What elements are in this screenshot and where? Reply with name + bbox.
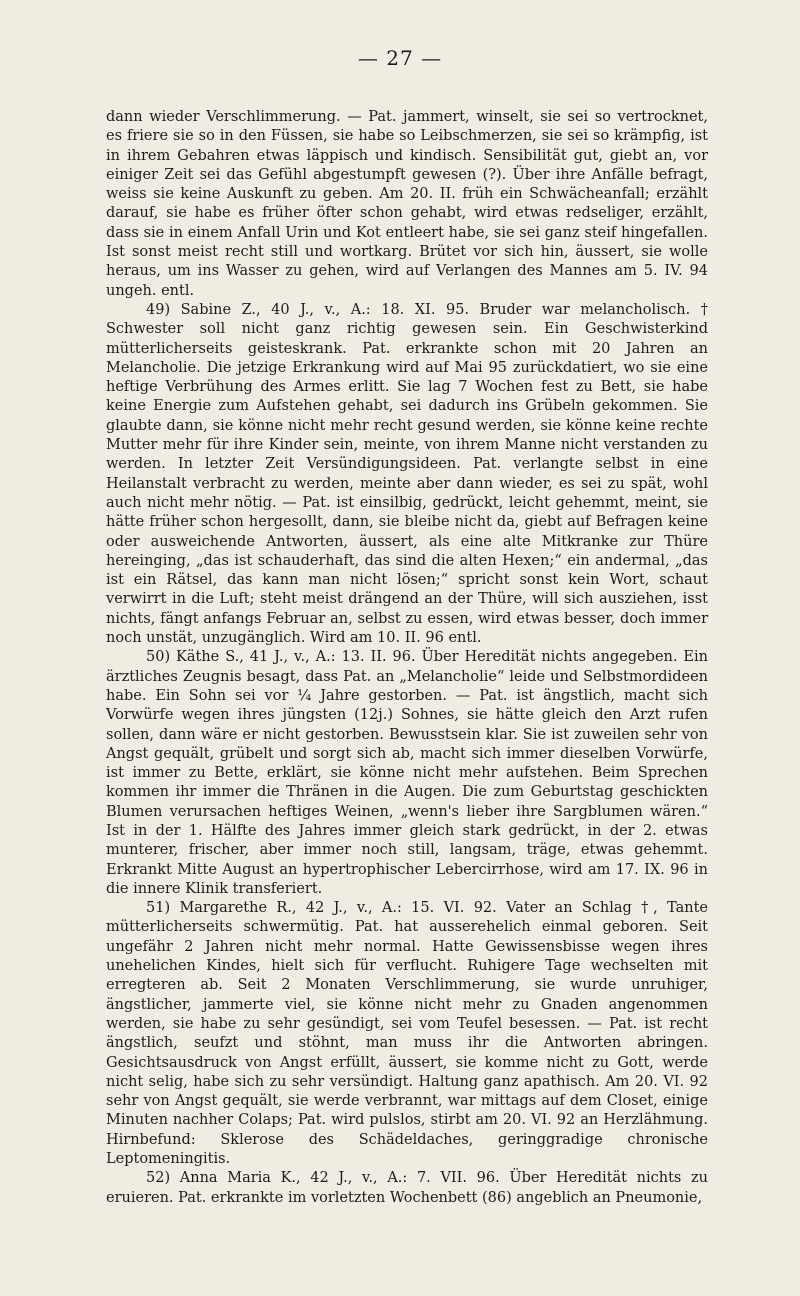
body-text — [106, 108, 708, 1208]
case-50-paragraph: 50) Käthe S., 41 J., v., A.: 13. II. 96. Über Heredität nichts angegeben. Ein ärztliches Zeugnis besagt, dass Pat. an „Melancholie“ leide und Selbstmordideen habe. Ein Sohn sei vor ¼ Jahre gestorben. — Pat. ist ängstlich, macht sich Vorwürfe wegen ihres jüngsten (12j.) Sohnes, sie hätte gleich den Arzt rufen sollen, dann wäre er nicht gestorben. Bewusstsein klar. Sie ist zuweilen sehr von Angst gequält, grübelt und sorgt sich ab, macht sich immer dieselben Vorwürfe, ist immer zu Bette, erklärt, sie könne nicht mehr aufstehen. Beim Sprechen kommen ihr immer die Thränen in die Augen. Die zum Geburtstag geschickten Blumen verursachen heftiges Weinen, „wenn's lieber ihre Sargblumen wären.“ Ist in der 1. Hälfte des Jahres immer gleich stark gedrückt, in der 2. etwas munterer, frischer, aber immer noch still, langsam, träge, etwas gehemmt. Erkrankt Mitte August an hypertrophischer Lebercirrhose, wird am 17. IX. 96 in die innere Klinik transferiert. — [106, 649, 708, 897]
case-49-paragraph: 49) Sabine Z., 40 J., v., A.: 18. XI. 95. Bruder war melancholisch. † Schwester soll nicht ganz richtig gewesen sein. Ein Geschwisterkind mütterlicherseits geisteskrank. Pat. erkrankte schon mit 20 Jahren an Melancholie. Die jetzige Erkrankung wird auf Mai 95 zurückdatiert, wo sie eine heftige Verbrühung des Armes erlitt. Sie lag 7 Wochen fest zu Bett, sie habe keine Energie zum Aufstehen gehabt, sei dadurch ins Grübeln gekommen. Sie glaubte dann, sie könne nicht mehr recht gesund werden, sie könne keine rechte Mutter mehr für ihre Kinder sein, meinte, von ihrem Manne nicht verstanden zu werden. In letzter Zeit Versündigungsideen. Pat. verlangte selbst in eine Heilanstalt verbracht zu werden, meinte aber dann wieder, es sei zu spät, wohl auch nicht mehr nötig. — Pat. ist einsilbig, gedrückt, leicht gehemmt, meint, sie hätte früher schon hergesollt, dann, sie bleibe nicht da, giebt auf Befragen keine oder ausweichende Antworten, äussert, als eine alte Mitkranke zur Thüre hereinging, „das ist schauderhaft, das sind die alten Hexen;“ ein andermal, „das ist ein Rätsel, das kann man nicht lösen;“ spricht sonst kein Wort, schaut verwirrt in die Luft; steht meist drängend an der Thüre, will sich ausziehen, isst nichts, fängt anfangs Februar an, selbst zu essen, wird etwas besser, doch immer noch unstät, unzugänglich. Wird am 10. II. 96 entl. — [106, 301, 708, 647]
case-52-paragraph: 52) Anna Maria K., 42 J., v., A.: 7. VII. 96. Über Heredität nichts zu eruieren. Pat. erkrankte im vorletzten Wochenbett (86) angeblich an Pneumonie, — [106, 1170, 708, 1206]
paragraph-continuation: dann wieder Verschlimmerung. — Pat. jammert, winselt, sie sei so vertrocknet, es friere sie so in den Füssen, sie habe so Leibschmerzen, sie sei so krämpfig, ist in ihrem Gebahren etwas läppisch und kindisch. Sensibilität gut, giebt an, vor einiger Zeit sei das Gefühl abgestumpft gewesen (?). Über ihre Anfälle befragt, weiss sie keine Auskunft zu geben. Am 20. II. früh ein Schwächeanfall; erzählt darauf, sie habe es früher öfter schon gehabt, wird etwas redseliger, erzählt, dass sie in einem Anfall Urin und Kot entleert habe, sie sei ganz steif hingefallen. Ist sonst meist recht still und wortkarg. Brütet vor sich hin, äussert, sie wolle heraus, um ins Wasser zu gehen, wird auf Verlangen des Mannes am 5. IV. 94 ungeh. entl. — [106, 109, 708, 299]
page-number: — 27 — — [357, 46, 443, 70]
case-51-paragraph: 51) Margarethe R., 42 J., v., A.: 15. VI. 92. Vater an Schlag †, Tante mütterlicherseits schwermütig. Pat. hat ausserehelich einmal geboren. Seit ungefähr 2 Jahren nicht mehr normal. Hatte Gewissensbisse wegen ihres unehelichen Kindes, hielt sich für verflucht. Ruhigere Tage wechselten mit erregteren ab. Seit 2 Monaten Verschlimmerung, sie wurde unruhiger, ängstlicher, jammerte viel, sie könne nicht mehr zu Gnaden angenommen werden, sie habe zu sehr gesündigt, sei vom Teufel besessen. — Pat. ist recht ängstlich, seufzt und stöhnt, man muss ihr die Antworten abringen. Gesichtsausdruck von Angst erfüllt, äussert, sie komme nicht zu Gott, werde nicht selig, habe sich zu sehr versündigt. Haltung ganz apathisch. Am 20. VI. 92 sehr von Angst gequält, sie werde verbrannt, war mittags auf dem Closet, einige Minuten nachher Colaps; Pat. wird pulslos, stirbt am 20. VI. 92 an Herzlähmung. Hirnbefund: Sklerose des Schädeldaches, geringgradige chronische Leptomeningitis. — [106, 900, 708, 1168]
